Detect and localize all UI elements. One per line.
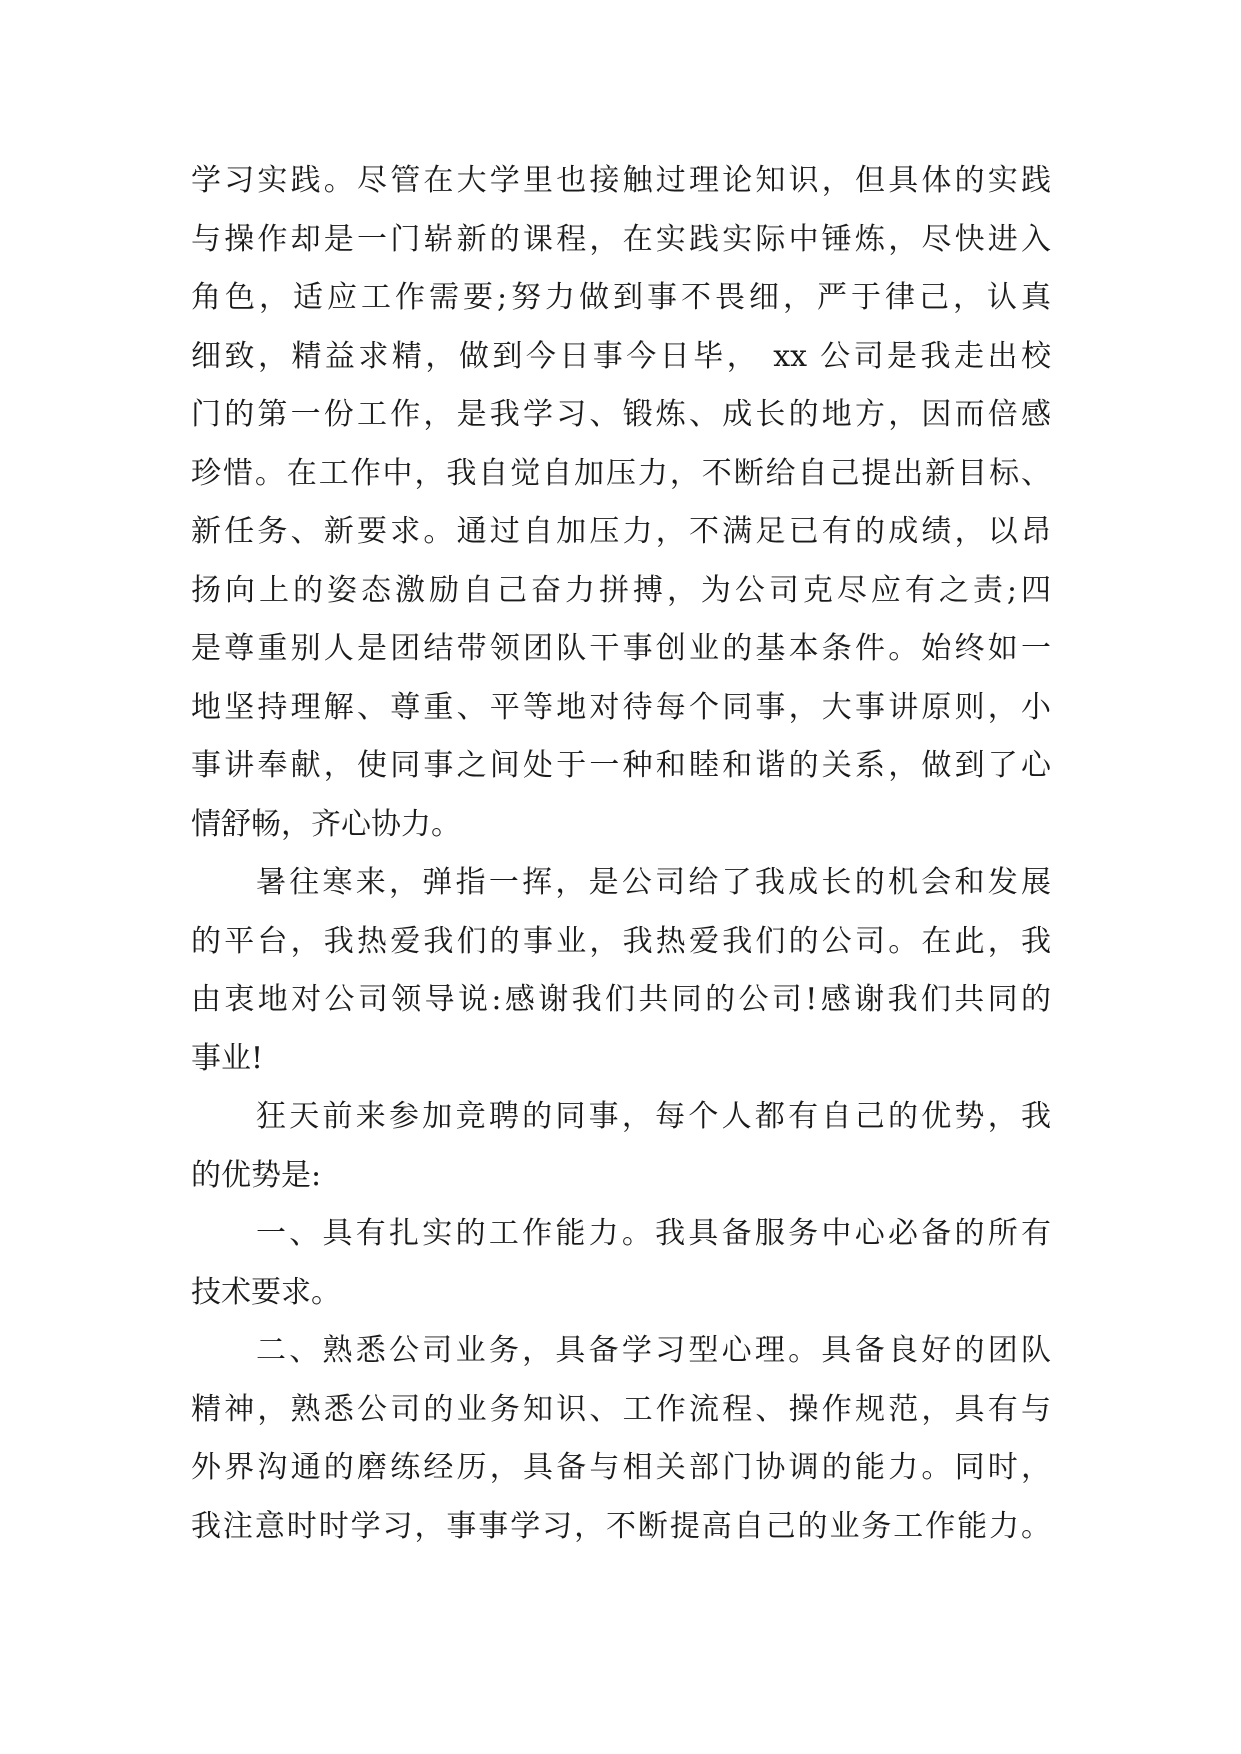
text-line: 外界沟通的磨练经历，具备与相关部门协调的能力。同时， <box>191 1450 1051 1485</box>
text-line: 一、具有扎实的工作能力。我具备服务中心必备的所有 <box>256 1216 1051 1251</box>
text-line: 技术要求。 <box>191 1274 341 1310</box>
text-line: 事讲奉献，使同事之间处于一种和睦和谐的关系，做到了心 <box>191 748 1051 783</box>
text-line: 门的第一份工作，是我学习、锻炼、成长的地方，因而倍感 <box>191 397 1051 432</box>
text-line: 学习实践。尽管在大学里也接触过理论知识，但具体的实践 <box>191 163 1051 198</box>
text-line: 的优势是: <box>191 1157 322 1193</box>
text-line: 由衷地对公司领导说:感谢我们共同的公司!感谢我们共同的 <box>191 982 1051 1017</box>
text-line: 珍惜。在工作中，我自觉自加压力，不断给自己提出新目标、 <box>191 455 1051 491</box>
text-line: 事业! <box>191 1040 264 1076</box>
text-line: 与操作却是一门崭新的课程，在实践实际中锤炼，尽快进入 <box>191 221 1051 257</box>
text-line: 精神，熟悉公司的业务知识、工作流程、操作规范，具有与 <box>191 1391 1051 1427</box>
text-line: 细致，精益求精，做到今日事今日毕， xx 公司是我走出校 <box>191 338 1051 374</box>
text-line: 情舒畅，齐心协力。 <box>191 806 461 842</box>
text-line: 扬向上的姿态激励自己奋力拼搏，为公司克尽应有之责;四 <box>191 572 1051 608</box>
text-line: 角色，适应工作需要;努力做到事不畏细，严于律己，认真 <box>191 280 1051 315</box>
text-line: 是尊重别人是团结带领团队干事创业的基本条件。始终如一 <box>191 631 1051 666</box>
text-line: 地坚持理解、尊重、平等地对待每个同事，大事讲原则，小 <box>191 689 1051 725</box>
text-line: 暑往寒来，弹指一挥，是公司给了我成长的机会和发展 <box>256 865 1051 900</box>
body-text <box>191 152 1051 1556</box>
text-line: 二、熟悉公司业务，具备学习型心理。具备良好的团队 <box>256 1333 1051 1368</box>
text-line: 的平台，我热爱我们的事业，我热爱我们的公司。在此，我 <box>191 923 1051 959</box>
text-line: 新任务、新要求。通过自加压力，不满足已有的成绩，以昂 <box>191 514 1051 549</box>
text-line: 狂天前来参加竞聘的同事，每个人都有自己的优势，我 <box>256 1099 1051 1134</box>
text-line: 我注意时时学习，事事学习，不断提高自己的业务工作能力。 <box>191 1508 1051 1544</box>
